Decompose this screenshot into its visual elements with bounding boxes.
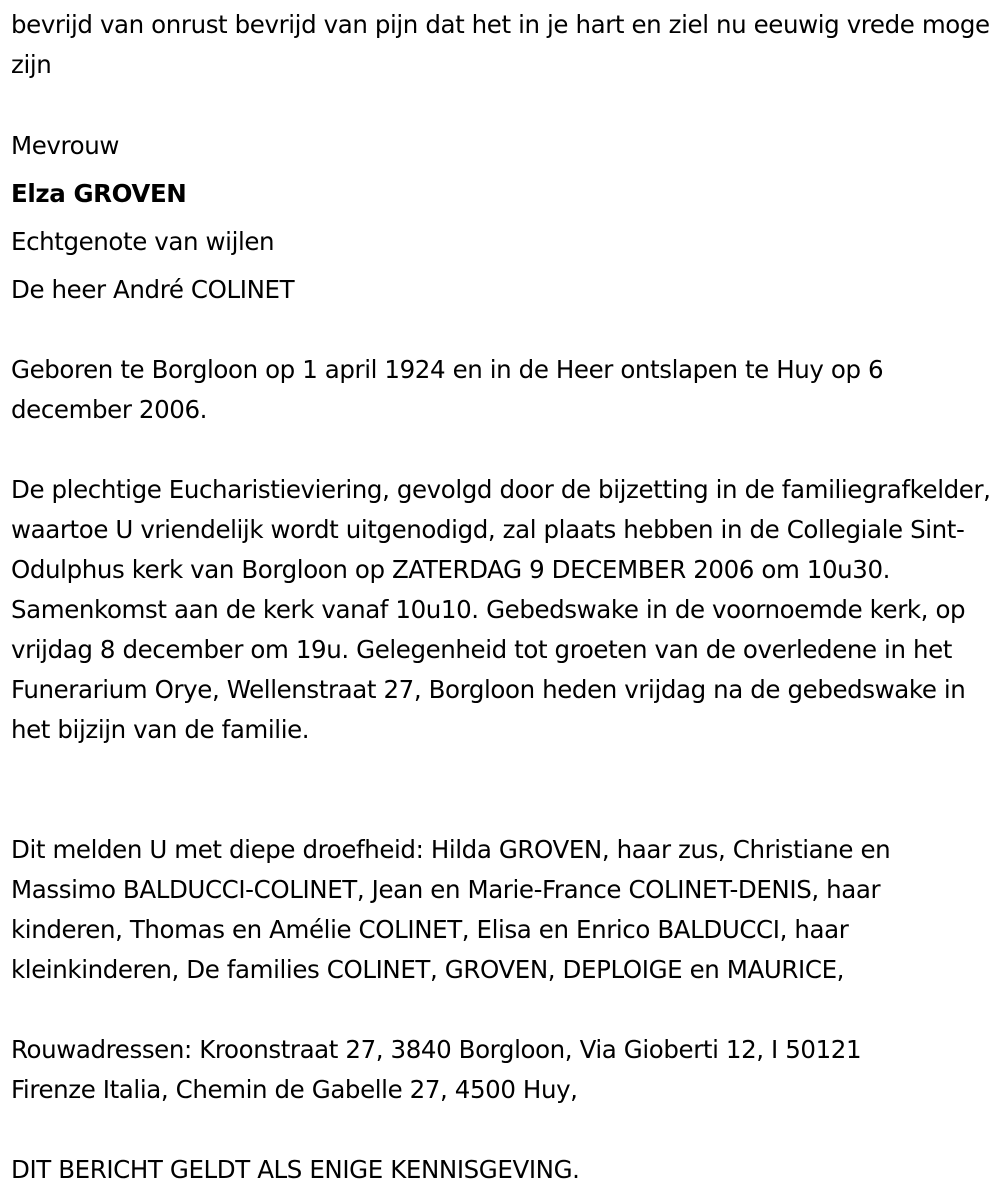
notice-text: DIT BERICHT GELDT ALS ENIGE KENNISGEVING. <box>11 1155 580 1184</box>
deceased-block <box>11 122 996 314</box>
spouse-name: De heer André COLINET <box>11 275 295 304</box>
birth-death-text: Geboren te Borgloon op 1 april 1924 en in de Heer ontslapen te Huy op 6 december 2006. <box>11 355 884 424</box>
deceased-relation: Echtgenote van wijlen <box>11 227 275 256</box>
addresses-text: Rouwadressen: Kroonstraat 27, 3840 Borgloon, Via Gioberti 12, I 50121 Firenze Italia, Chemin de Gabelle 27, 4500 Huy, <box>11 1035 862 1104</box>
verse-text: bevrijd van onrust bevrijd van pijn dat het in je hart en ziel nu eeuwig vrede moge zijn <box>11 10 990 79</box>
family-text: Dit melden U met diepe droefheid: Hilda GROVEN, haar zus, Christiane en Massimo BALDUCCI-COLINET, Jean en Marie-France COLINET-DENIS, haar kinderen, Thomas en Amélie COLINET, Elisa en Enrico BALDUCCI, haar kleinkinderen, De families COLINET, GROVEN, DEPLOIGE en MAURICE, <box>11 835 891 984</box>
ceremony-text: De plechtige Eucharistieviering, gevolgd door de bijzetting in de familiegrafkelder, waartoe U vriendelijk wordt uitgenodigd, zal plaats hebben in de Collegiale Sint-Odulphus kerk van Borgloon op ZATERDAG 9 DECEMBER 2006 om 10u30. Samenkomst aan de kerk vanaf 10u10. Gebedswake in de voornoemde kerk, op vrijdag 8 december om 19u. Gelegenheid tot groeten van de overledene in het Funerarium Orye, Wellenstraat 27, Borgloon heden vrijdag na de gebedswake in het bijzijn van de familie. <box>11 475 991 744</box>
deceased-title: Mevrouw <box>11 131 120 160</box>
deceased-name: Elza GROVEN <box>11 179 187 208</box>
